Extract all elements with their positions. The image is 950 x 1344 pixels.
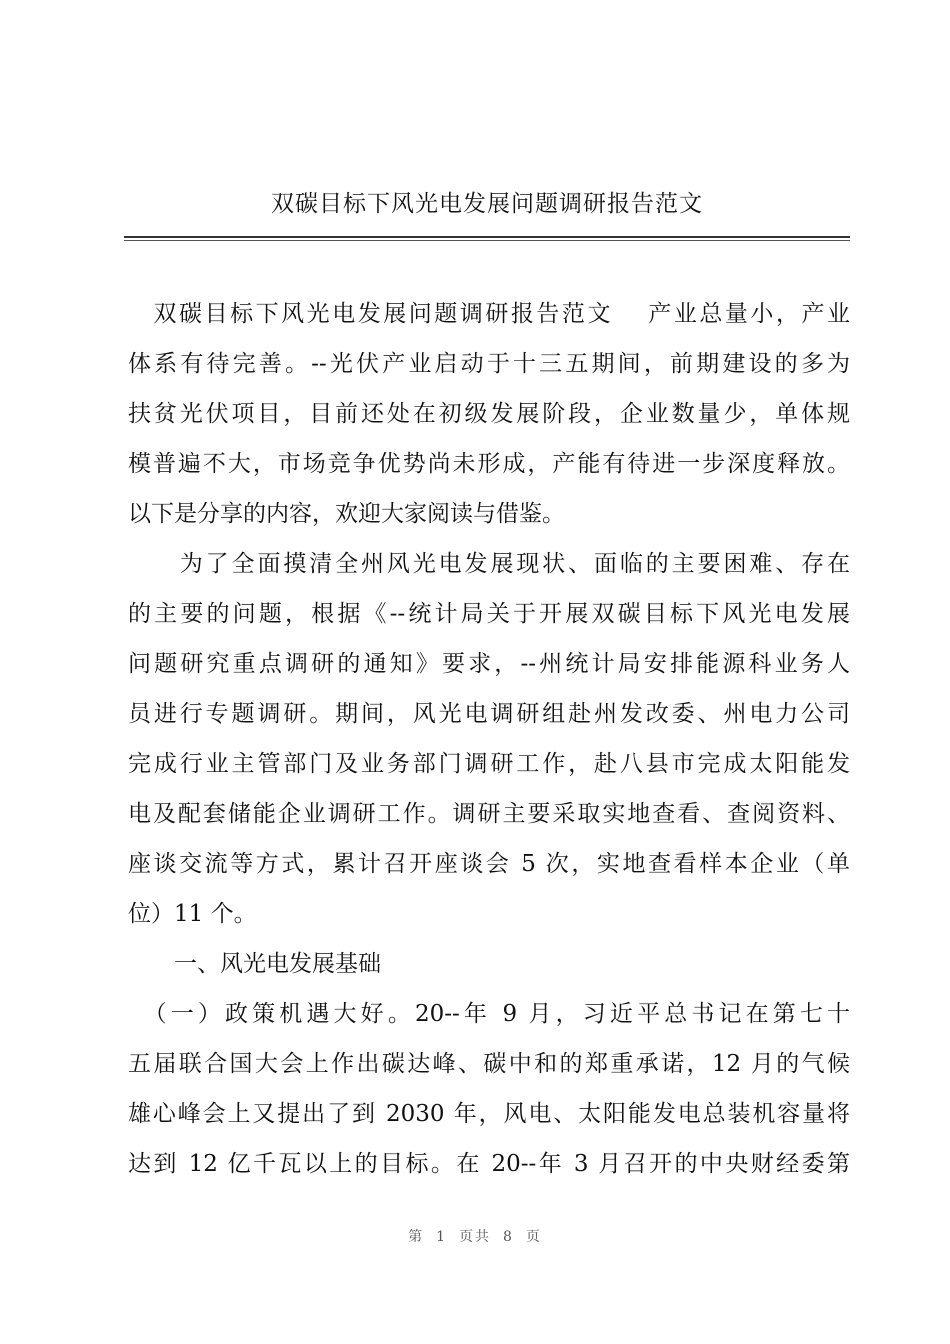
body-line: 雄心峰会上又提出了到 2030 年，风电、太阳能发电总装机容量将 bbox=[128, 1101, 850, 1127]
footer-total-pages: 8 bbox=[503, 1229, 514, 1245]
body-line: 问题研究重点调研的通知》要求，--州统计局安排能源科业务人 bbox=[128, 651, 850, 677]
section-heading: 一、风光电发展基础 bbox=[128, 951, 381, 977]
title-rule-thick bbox=[124, 236, 850, 238]
footer-middle: 页共 bbox=[459, 1229, 491, 1245]
footer-page-number: 1 bbox=[436, 1229, 447, 1245]
body-line: 达到 12 亿千瓦以上的目标。在 20--年 3 月召开的中央财经委第 bbox=[128, 1151, 850, 1177]
document-title: 双碳目标下风光电发展问题调研报告范文 bbox=[271, 191, 703, 217]
body-line: 模普遍不大，市场竞争优势尚未形成，产能有待进一步深度释放。 bbox=[128, 451, 850, 477]
title-rule-thin bbox=[124, 240, 850, 241]
body-line: 为了全面摸清全州风光电发展现状、面临的主要困难、存在 bbox=[128, 551, 850, 577]
footer-prefix: 第 bbox=[408, 1229, 425, 1245]
body-line: 座谈交流等方式，累计召开座谈会 5 次，实地查看样本企业（单 bbox=[128, 851, 850, 877]
body-line: 体系有待完善。--光伏产业启动于十三五期间，前期建设的多为 bbox=[128, 351, 850, 377]
body-line: 五届联合国大会上作出碳达峰、碳中和的郑重承诺，12 月的气候 bbox=[128, 1051, 850, 1077]
body-line: 的主要的问题，根据《--统计局关于开展双碳目标下风光电发展 bbox=[128, 601, 850, 627]
page-footer bbox=[0, 1226, 950, 1246]
body-line: （一）政策机遇大好。20--年 9 月，习近平总书记在第七十 bbox=[128, 1001, 850, 1027]
body-line: 员进行专题调研。期间，风光电调研组赴州发改委、州电力公司 bbox=[128, 701, 850, 727]
body-line: 以下是分享的内容，欢迎大家阅读与借鉴。 bbox=[128, 501, 565, 527]
footer-suffix: 页 bbox=[525, 1229, 542, 1245]
body-line: 扶贫光伏项目，目前还处在初级发展阶段，企业数量少，单体规 bbox=[128, 401, 850, 427]
body-line: 位）11 个。 bbox=[128, 901, 257, 927]
body-line: 双碳目标下风光电发展问题调研报告范文 产业总量小，产业 bbox=[128, 301, 850, 327]
body-line: 完成行业主管部门及业务部门调研工作，赴八县市完成太阳能发 bbox=[128, 751, 850, 777]
body-line: 电及配套储能企业调研工作。调研主要采取实地查看、查阅资料、 bbox=[128, 801, 850, 827]
